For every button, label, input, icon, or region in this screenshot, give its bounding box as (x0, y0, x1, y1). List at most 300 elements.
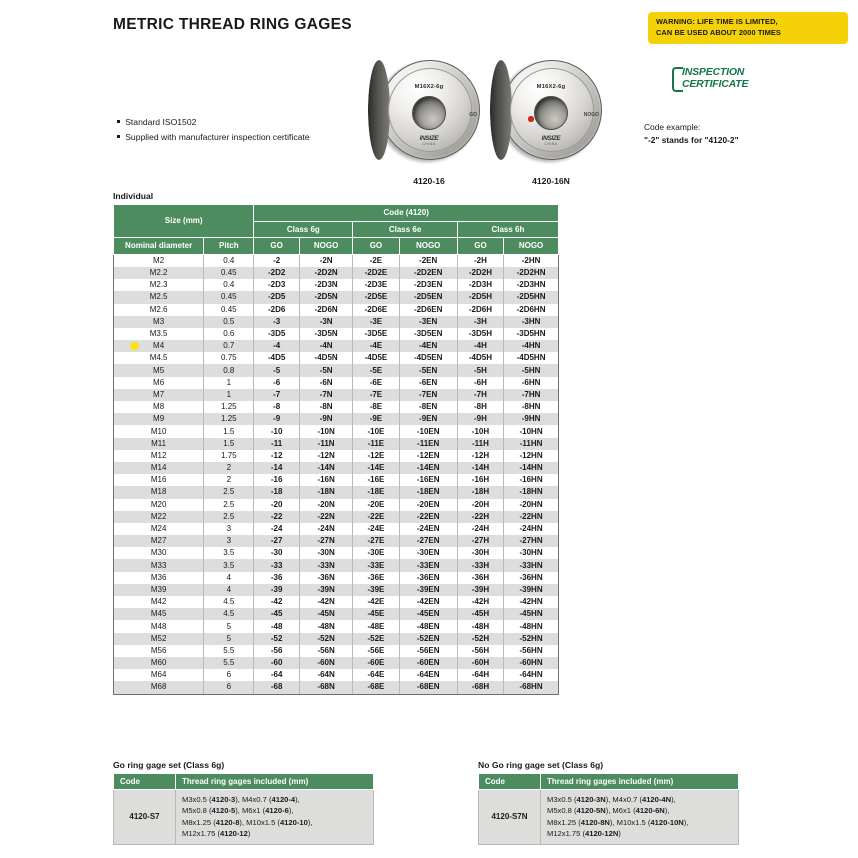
cell-code-6e-nogo: -24EN (399, 523, 457, 535)
cell-pitch: 0.45 (204, 304, 254, 316)
cell-code-6g-go: -14 (254, 462, 300, 474)
cell-code-6g-nogo: -18N (299, 486, 352, 498)
table-row (114, 254, 559, 267)
cell-nominal-diameter: M2.2 (114, 267, 204, 279)
header-included: Thread ring gages included (mm) (176, 774, 374, 790)
cell-code-6e-go: -20E (353, 499, 399, 511)
cell-code-6e-nogo: -39EN (399, 584, 457, 596)
cell-nominal-diameter: M33 (114, 559, 204, 571)
cell-code-6h-nogo: -56HN (504, 645, 559, 657)
cell-nominal-diameter: M36 (114, 572, 204, 584)
cell-nominal-diameter: M48 (114, 620, 204, 632)
header-pitch: Pitch (204, 238, 254, 255)
code-example-value: "-2" stands for "4120-2" (644, 134, 739, 145)
table-row (114, 633, 559, 645)
cell-code-6h-nogo: -4D5HN (504, 352, 559, 364)
product-image-nogo-ring-gage (490, 52, 612, 186)
cell-pitch: 1.25 (204, 413, 254, 425)
cell-code-6g-go: -36 (254, 572, 300, 584)
cell-code-6g-nogo: -30N (299, 547, 352, 559)
cell-code-6e-go: -8E (353, 401, 399, 413)
set-code: 4120-S7 (114, 790, 176, 845)
cell-code-6g-nogo: -27N (299, 535, 352, 547)
cell-code-6e-nogo: -16EN (399, 474, 457, 486)
cell-code-6g-nogo: -14N (299, 462, 352, 474)
table-row (114, 425, 559, 437)
cell-pitch: 4.5 (204, 596, 254, 608)
brand-logo (368, 135, 490, 146)
cell-nominal-diameter: M30 (114, 547, 204, 559)
header-6g-go: GO (254, 238, 300, 255)
feature-list (117, 115, 310, 145)
cell-pitch: 2.5 (204, 499, 254, 511)
cell-code-6e-nogo: -12EN (399, 450, 457, 462)
cell-pitch: 3 (204, 523, 254, 535)
cell-code-6h-go: -3H (457, 316, 503, 328)
table-row (114, 486, 559, 498)
ring-marking-type: NOGO (583, 112, 599, 118)
table-row (114, 389, 559, 401)
cell-code-6g-nogo: -20N (299, 499, 352, 511)
cell-code-6e-nogo: -52EN (399, 633, 457, 645)
cell-code-6g-go: -10 (254, 425, 300, 437)
cell-code-6e-go: -68E (353, 681, 399, 694)
ring-threaded-hole (412, 96, 446, 130)
cell-pitch: 0.4 (204, 279, 254, 291)
cell-code-6h-nogo: -16HN (504, 474, 559, 486)
cell-code-6e-nogo: -3D5EN (399, 328, 457, 340)
cell-code-6g-nogo: -4N (299, 340, 352, 352)
cell-code-6e-nogo: -56EN (399, 645, 457, 657)
cell-code-6h-go: -9H (457, 413, 503, 425)
cell-code-6h-nogo: -2D2HN (504, 267, 559, 279)
cell-nominal-diameter: M24 (114, 523, 204, 535)
cell-pitch: 4.5 (204, 608, 254, 620)
cell-code-6h-go: -60H (457, 657, 503, 669)
cell-code-6e-nogo: -7EN (399, 389, 457, 401)
brand-name: INSIZE (419, 135, 439, 142)
cell-code-6h-go: -2D6H (457, 304, 503, 316)
table-row (114, 681, 559, 694)
cell-code-6e-go: -2D3E (353, 279, 399, 291)
ring-threaded-hole (534, 96, 568, 130)
list-item (117, 115, 310, 129)
cell-code-6h-nogo: -9HN (504, 413, 559, 425)
cell-nominal-diameter: M60 (114, 657, 204, 669)
cell-code-6e-nogo: -3EN (399, 316, 457, 328)
cell-nominal-diameter: M7 (114, 389, 204, 401)
cell-code-6g-nogo: -16N (299, 474, 352, 486)
table-row (114, 377, 559, 389)
cell-code-6h-nogo: -22HN (504, 511, 559, 523)
cell-code-6e-nogo: -33EN (399, 559, 457, 571)
table-row (114, 462, 559, 474)
cell-code-6h-nogo: -39HN (504, 584, 559, 596)
cell-code-6g-go: -12 (254, 450, 300, 462)
cell-nominal-diameter: M2.5 (114, 291, 204, 303)
cell-pitch: 6 (204, 681, 254, 694)
table-row (114, 535, 559, 547)
set-code: 4120-S7N (479, 790, 541, 845)
cell-code-6h-nogo: -10HN (504, 425, 559, 437)
table-row (114, 438, 559, 450)
table-row (114, 316, 559, 328)
cell-code-6g-go: -2D2 (254, 267, 300, 279)
cell-code-6e-nogo: -6EN (399, 377, 457, 389)
ring-marking-size: M16X2-6g (536, 84, 566, 90)
cell-pitch: 1.75 (204, 450, 254, 462)
cell-code-6e-go: -42E (353, 596, 399, 608)
cell-code-6e-go: -33E (353, 559, 399, 571)
cell-code-6h-go: -56H (457, 645, 503, 657)
table-row (114, 401, 559, 413)
brand-origin: CHINA (544, 142, 558, 146)
cell-code-6h-go: -22H (457, 511, 503, 523)
cell-code-6h-nogo: -7HN (504, 389, 559, 401)
cell-code-6g-go: -3D5 (254, 328, 300, 340)
list-item (117, 130, 310, 144)
table-row (114, 547, 559, 559)
included-line: M5x0.8 (4120-5), M6x1 (4120-6), (182, 806, 294, 816)
cell-code-6g-nogo: -24N (299, 523, 352, 535)
table-row (114, 340, 559, 352)
header-code: Code (479, 774, 541, 790)
cell-pitch: 2 (204, 462, 254, 474)
header-6e-nogo: NOGO (399, 238, 457, 255)
cell-code-6h-nogo: -60HN (504, 657, 559, 669)
cell-nominal-diameter: M14 (114, 462, 204, 474)
table-row (114, 328, 559, 340)
cell-code-6h-go: -20H (457, 499, 503, 511)
cell-code-6h-nogo: -20HN (504, 499, 559, 511)
cell-code-6g-nogo: -2N (299, 254, 352, 267)
cell-code-6g-go: -56 (254, 645, 300, 657)
cell-code-6g-nogo: -4D5N (299, 352, 352, 364)
cell-code-6h-go: -11H (457, 438, 503, 450)
cell-code-6h-go: -30H (457, 547, 503, 559)
certificate-logo-line-2: CERTIFICATE (682, 78, 749, 91)
included-line: M12x1.75 (4120-12N) (547, 829, 621, 839)
cell-nominal-diameter: M52 (114, 633, 204, 645)
cell-nominal-diameter: M2.6 (114, 304, 204, 316)
cell-code-6e-go: -2D2E (353, 267, 399, 279)
included-line: M5x0.8 (4120-5N), M6x1 (4120-6N), (547, 806, 670, 816)
cell-code-6e-nogo: -2EN (399, 254, 457, 267)
cell-code-6e-go: -5E (353, 364, 399, 376)
table-row (114, 267, 559, 279)
cell-code-6g-nogo: -9N (299, 413, 352, 425)
cell-code-6e-go: -7E (353, 389, 399, 401)
cell-code-6h-nogo: -12HN (504, 450, 559, 462)
cell-code-6g-go: -39 (254, 584, 300, 596)
cell-nominal-diameter: M4.5 (114, 352, 204, 364)
cell-nominal-diameter: M8 (114, 401, 204, 413)
bullet-square-icon (117, 120, 120, 123)
cell-code-6h-go: -27H (457, 535, 503, 547)
cell-code-6g-go: -3 (254, 316, 300, 328)
cell-code-6g-nogo: -36N (299, 572, 352, 584)
cell-code-6h-go: -2D2H (457, 267, 503, 279)
table-row (114, 352, 559, 364)
cell-code-6g-go: -64 (254, 669, 300, 681)
cell-code-6g-go: -45 (254, 608, 300, 620)
cell-code-6g-nogo: -12N (299, 450, 352, 462)
table-row (114, 584, 559, 596)
cell-code-6e-nogo: -4D5EN (399, 352, 457, 364)
cell-code-6e-nogo: -64EN (399, 669, 457, 681)
cell-nominal-diameter: M68 (114, 681, 204, 694)
cell-code-6h-go: -48H (457, 620, 503, 632)
warning-line-1: WARNING: LIFE TIME IS LIMITED, (656, 17, 778, 26)
cell-code-6h-go: -7H (457, 389, 503, 401)
cell-code-6g-go: -60 (254, 657, 300, 669)
cell-nominal-diameter: M42 (114, 596, 204, 608)
cell-code-6g-nogo: -60N (299, 657, 352, 669)
cell-code-6g-go: -4 (254, 340, 300, 352)
cell-nominal-diameter: M2.3 (114, 279, 204, 291)
cell-code-6h-go: -14H (457, 462, 503, 474)
cell-code-6h-nogo: -3D5HN (504, 328, 559, 340)
cell-code-6e-go: -64E (353, 669, 399, 681)
cell-code-6g-nogo: -39N (299, 584, 352, 596)
cell-code-6g-go: -2 (254, 254, 300, 267)
cell-nominal-diameter: M27 (114, 535, 204, 547)
cell-code-6h-nogo: -36HN (504, 572, 559, 584)
cell-code-6e-nogo: -36EN (399, 572, 457, 584)
cell-code-6e-go: -2E (353, 254, 399, 267)
set-title: Go ring gage set (Class 6g) (113, 760, 225, 770)
table-row (114, 413, 559, 425)
header-6e-go: GO (353, 238, 399, 255)
cell-pitch: 4 (204, 572, 254, 584)
header-6g-nogo: NOGO (299, 238, 352, 255)
cell-nominal-diameter: M10 (114, 425, 204, 437)
cell-code-6h-nogo: -5HN (504, 364, 559, 376)
table-row (114, 474, 559, 486)
cell-code-6e-nogo: -18EN (399, 486, 457, 498)
cell-code-6e-go: -14E (353, 462, 399, 474)
cell-code-6e-nogo: -22EN (399, 511, 457, 523)
cell-code-6e-go: -52E (353, 633, 399, 645)
cell-nominal-diameter: M9 (114, 413, 204, 425)
cell-pitch: 0.45 (204, 291, 254, 303)
cell-code-6e-go: -39E (353, 584, 399, 596)
cell-code-6e-go: -18E (353, 486, 399, 498)
cell-code-6e-go: -10E (353, 425, 399, 437)
cell-code-6h-nogo: -14HN (504, 462, 559, 474)
set-included-list (541, 790, 739, 845)
product-caption: 4120-16 (413, 176, 445, 186)
cell-code-6e-nogo: -2D2EN (399, 267, 457, 279)
brand-name: INSIZE (541, 135, 561, 142)
cell-pitch: 5.5 (204, 657, 254, 669)
cell-pitch: 5.5 (204, 645, 254, 657)
cell-pitch: 1.25 (204, 401, 254, 413)
header-class-6g: Class 6g (254, 221, 353, 238)
cell-code-6h-nogo: -2D3HN (504, 279, 559, 291)
cell-code-6h-go: -8H (457, 401, 503, 413)
cell-pitch: 1 (204, 389, 254, 401)
header-nominal-diameter: Nominal diameter (114, 238, 204, 255)
cell-nominal-diameter: M2 (114, 254, 204, 267)
cell-pitch: 0.4 (204, 254, 254, 267)
header-code: Code (114, 774, 176, 790)
table-row (114, 511, 559, 523)
cell-nominal-diameter: M18 (114, 486, 204, 498)
cell-nominal-diameter: M22 (114, 511, 204, 523)
table-header-row (479, 774, 739, 790)
cell-code-6g-nogo: -52N (299, 633, 352, 645)
cell-code-6g-go: -11 (254, 438, 300, 450)
header-code-group: Code (4120) (254, 205, 559, 222)
cell-code-6g-go: -30 (254, 547, 300, 559)
cell-code-6h-nogo: -48HN (504, 620, 559, 632)
cell-code-6h-nogo: -6HN (504, 377, 559, 389)
table-header-row-columns (114, 238, 559, 255)
included-line: M8x1.25 (4120-8), M10x1.5 (4120-10), (182, 817, 313, 827)
table-row (114, 450, 559, 462)
table-row (114, 669, 559, 681)
cell-code-6h-nogo: -2HN (504, 254, 559, 267)
cell-pitch: 0.5 (204, 316, 254, 328)
brand-logo (490, 135, 612, 146)
cell-code-6g-go: -18 (254, 486, 300, 498)
table-row (114, 645, 559, 657)
cell-code-6h-nogo: -68HN (504, 681, 559, 694)
cell-code-6e-go: -3E (353, 316, 399, 328)
cell-code-6e-go: -36E (353, 572, 399, 584)
cell-code-6e-go: -11E (353, 438, 399, 450)
cell-nominal-diameter: M4 (114, 340, 204, 352)
cell-code-6g-go: -8 (254, 401, 300, 413)
cell-code-6g-nogo: -11N (299, 438, 352, 450)
cell-code-6h-nogo: -45HN (504, 608, 559, 620)
bullet-square-icon (117, 135, 120, 138)
cell-code-6g-go: -24 (254, 523, 300, 535)
cell-code-6e-go: -4E (353, 340, 399, 352)
cell-code-6h-nogo: -11HN (504, 438, 559, 450)
cell-pitch: 2.5 (204, 511, 254, 523)
cell-pitch: 0.6 (204, 328, 254, 340)
cell-code-6g-nogo: -2D3N (299, 279, 352, 291)
cell-code-6g-go: -27 (254, 535, 300, 547)
cell-code-6h-go: -6H (457, 377, 503, 389)
cell-code-6h-go: -45H (457, 608, 503, 620)
cell-code-6h-go: -4D5H (457, 352, 503, 364)
cell-code-6e-go: -2D6E (353, 304, 399, 316)
included-line: M3x0.5 (4120-3N), M4x0.7 (4120-4N), (547, 795, 676, 804)
cell-code-6h-nogo: -33HN (504, 559, 559, 571)
table-row (114, 304, 559, 316)
cell-nominal-diameter: M12 (114, 450, 204, 462)
nogo-red-dot-marker (528, 116, 534, 122)
cell-code-6h-go: -2H (457, 254, 503, 267)
cell-code-6g-go: -52 (254, 633, 300, 645)
section-label-individual: Individual (113, 191, 154, 201)
cell-code-6e-nogo: -5EN (399, 364, 457, 376)
cell-code-6h-go: -42H (457, 596, 503, 608)
certificate-logo-line-1: INSPECTION (682, 66, 745, 78)
cell-code-6e-go: -12E (353, 450, 399, 462)
cell-code-6g-nogo: -64N (299, 669, 352, 681)
cell-pitch: 5 (204, 633, 254, 645)
cell-code-6e-go: -3D5E (353, 328, 399, 340)
cell-code-6e-nogo: -68EN (399, 681, 457, 694)
set-included-list (176, 790, 374, 845)
cell-code-6h-nogo: -2D5HN (504, 291, 559, 303)
cell-code-6e-nogo: -20EN (399, 499, 457, 511)
cell-code-6h-go: -16H (457, 474, 503, 486)
cell-code-6h-go: -2D5H (457, 291, 503, 303)
cell-code-6g-nogo: -48N (299, 620, 352, 632)
row-highlight-marker (130, 342, 139, 351)
warning-line-2: CAN BE USED ABOUT 2000 TIMES (656, 27, 781, 37)
cell-code-6g-nogo: -45N (299, 608, 352, 620)
table-row (114, 596, 559, 608)
cell-nominal-diameter: M64 (114, 669, 204, 681)
cell-nominal-diameter: M20 (114, 499, 204, 511)
header-included: Thread ring gages included (mm) (541, 774, 739, 790)
cell-code-6g-nogo: -2D2N (299, 267, 352, 279)
cell-code-6e-nogo: -42EN (399, 596, 457, 608)
cell-code-6g-nogo: -33N (299, 559, 352, 571)
cell-nominal-diameter: M39 (114, 584, 204, 596)
cell-code-6e-go: -48E (353, 620, 399, 632)
cell-code-6h-nogo: -42HN (504, 596, 559, 608)
cell-nominal-diameter: M45 (114, 608, 204, 620)
cell-code-6g-nogo: -68N (299, 681, 352, 694)
cell-pitch: 2 (204, 474, 254, 486)
header-class-6e: Class 6e (353, 221, 458, 238)
cell-code-6h-nogo: -27HN (504, 535, 559, 547)
cell-nominal-diameter: M3 (114, 316, 204, 328)
cell-code-6g-nogo: -3D5N (299, 328, 352, 340)
included-line: M12x1.75 (4120-12) (182, 829, 251, 839)
cell-code-6h-go: -10H (457, 425, 503, 437)
cell-code-6g-go: -2D6 (254, 304, 300, 316)
cell-code-6g-go: -42 (254, 596, 300, 608)
cell-pitch: 0.45 (204, 267, 254, 279)
go-ring-gage-set-block (113, 760, 485, 845)
cell-code-6e-nogo: -48EN (399, 620, 457, 632)
table-row (114, 291, 559, 303)
cell-nominal-diameter: M6 (114, 377, 204, 389)
cell-code-6g-go: -20 (254, 499, 300, 511)
cell-code-6g-go: -22 (254, 511, 300, 523)
cell-code-6g-nogo: -7N (299, 389, 352, 401)
cell-nominal-diameter: M5 (114, 364, 204, 376)
cell-code-6g-go: -48 (254, 620, 300, 632)
cell-code-6e-nogo: -45EN (399, 608, 457, 620)
cell-nominal-diameter: M3.5 (114, 328, 204, 340)
table-row (114, 790, 374, 845)
brand-origin: CHINA (422, 142, 436, 146)
cell-code-6g-go: -2D5 (254, 291, 300, 303)
cell-pitch: 1 (204, 377, 254, 389)
cell-code-6e-go: -60E (353, 657, 399, 669)
cell-code-6h-nogo: -8HN (504, 401, 559, 413)
table-row (114, 364, 559, 376)
nogo-set-table (478, 773, 739, 845)
table-header-row (114, 774, 374, 790)
cell-code-6h-go: -3D5H (457, 328, 503, 340)
cell-code-6e-go: -45E (353, 608, 399, 620)
included-line: M3x0.5 (4120-3), M4x0.7 (4120-4), (182, 795, 300, 804)
cell-code-6e-go: -30E (353, 547, 399, 559)
cell-code-6g-nogo: -42N (299, 596, 352, 608)
code-example (644, 121, 739, 146)
cell-code-6g-nogo: -8N (299, 401, 352, 413)
